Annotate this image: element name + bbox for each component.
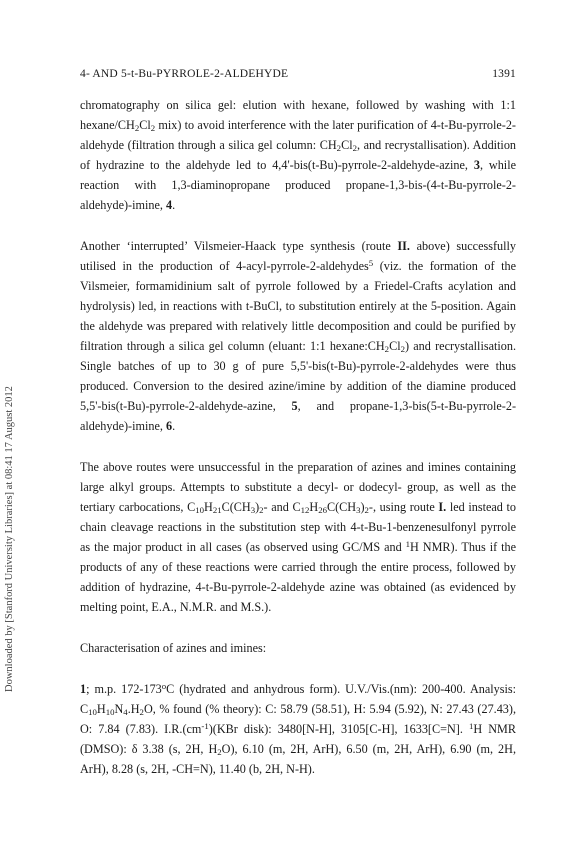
article-body [80, 95, 516, 800]
route-label: II. [397, 239, 410, 253]
paragraph-compound-1: 1; m.p. 172-173$^o$C (hydrated and anhydrous form). U.V./Vis.(nm): 200-400. Analysis: $C_{10}H_{10}N_4.H_2O$, % found (% theory): C: 58.79 (58.51), H: 5.94 (5.92), N: 27.43 (27.43), O: 7.84 (7.83). $I.R.(cm^{-1})(KBr$ disk): 3480[N-H], 3105[C-H], 1633[C=N]. $^1$H NMR (DMSO): δ 3.38 (s, 2H, $H_2O$), 6.10 (m, 2H, ArH), 6.50 (m, 2H, ArH), 6.90 (m, 2H, ArH), 8.28 (s, 2H, -CH=N), 11.40 (b, 2H, N-H). [80, 681, 516, 776]
paragraph-purification: chromatography on silica gel: elution with hexane, followed by washing with 1:1 hexane/$CH_2Cl_2$ mix) to avoid interference with the later purification of 4-t-Bu-pyrrole-2-aldehyde (filtration through a silica gel column: $CH_2Cl_2$, and recrystallisation). Addition of hydrazine to the aldehyde led to 4,4'-bis(t-Bu)-pyrrole-2-aldehyde-azine, 3, while reaction with 1,3-diaminopropane produced propane-1,3-bis-(4-t-Bu-pyrrole-2-aldehyde)-imine, 4. [80, 98, 517, 212]
paragraph-vilsmeier: Another ‘interrupted’ Vilsmeier-Haack type synthesis (route II. above) successfully utilised in the production of 4-acyl-pyrrole-2-aldehydes$^5$ (viz. the formation of the Vilsmeier, formamidinium salt of pyrrole followed by a Friedel-Crafts acylation and hydrolysis) led, in reactions with t-BuCl, to substitution entirely at the 5-position. Again the aldehyde was prepared with relatively little decomposition and could be purified by filtration through a silica gel column (eluant: 1:1 $hexane:CH_2Cl_2$) and recrystallisation. Single batches of up to 30 g of pure 5,5'-bis(t-Bu)-pyrrole-2-aldehydes were thus produced. Conversion to the desired azine/imine by addition of the diamine produced 5,5'-bis(t-Bu)-pyrrole-2-aldehyde-azine, 5, and propane-1,3-bis(5-t-Bu-pyrrole-2-aldehyde)-imine, 6. [80, 239, 517, 433]
compound-number: 1 [80, 682, 87, 696]
compound-number: 5 [291, 399, 298, 413]
running-title: 4- AND 5-t-Bu-PYRROLE-2-ALDEHYDE [80, 68, 289, 80]
paragraph-large-alkyl: The above routes were unsuccessful in the preparation of azines and imines containing large alkyl groups. Attempts to substitute a decyl- or dodecyl- group, as well as the tertiary carbocations, $C_{10}H_{21}C(CH_3)_2-$ and $C_{12}H_{26}C(CH_3)_2-$, using route I. led instead to chain cleavage reactions in the substitution step with 4-t-Bu-1-benzenesulfonyl pyrrole as the major product in all cases (as observed using GC/MS and $^1$H NMR). Thus if the products of any of these reactions were carried through the entire process, followed by addition of hydrazine, 4-t-Bu-pyrrole-2-aldehyde azine was obtained (as evidenced by melting point, E.A., N.M.R. and M.S.). [80, 460, 517, 614]
download-watermark [0, 0, 15, 692]
route-label: I. [438, 500, 447, 514]
compound-number: 6 [165, 419, 173, 433]
page-number: 1391 [492, 68, 516, 80]
compound-number: 3 [473, 158, 480, 172]
compound-number: 4 [165, 198, 173, 212]
reference-mark: 5 [368, 258, 374, 269]
download-watermark-text: Downloaded by [Stanford University Libraries] at 08:41 17 August 2012 [4, 386, 15, 692]
section-heading: Characterisation of azines and imines: [80, 641, 267, 655]
